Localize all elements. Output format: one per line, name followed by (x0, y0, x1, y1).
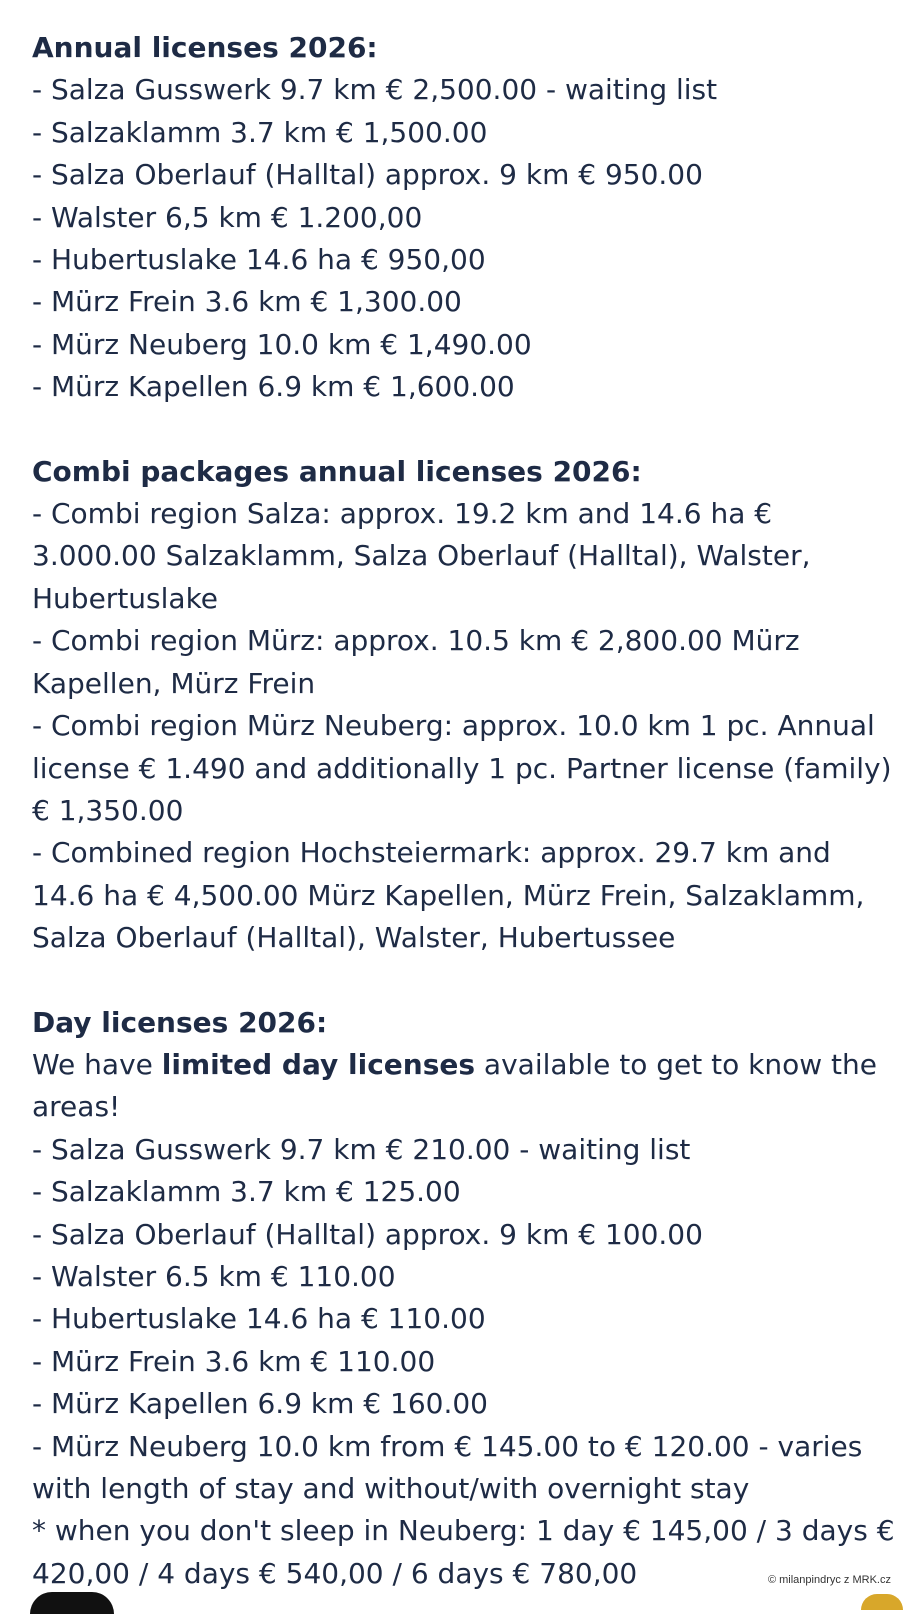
annual-item: - Mürz Kapellen 6.9 km € 1,600.00 (32, 370, 515, 404)
annual-item: - Salza Gusswerk 9.7 km € 2,500.00 - waiting list (32, 73, 718, 107)
intro-highlight: limited day licenses (161, 1047, 476, 1081)
day-licenses-heading: Day licenses 2026: (32, 1005, 328, 1039)
day-licenses-section (32, 1002, 902, 1596)
annual-item: - Salzaklamm 3.7 km € 1,500.00 (32, 115, 488, 149)
license-text (32, 27, 902, 1595)
day-item: - Mürz Kapellen 6.9 km € 160.00 (32, 1387, 488, 1421)
combi-packages-section (32, 451, 902, 960)
combi-item: - Combi region Salza: approx. 19.2 km and 14.6 ha € 3.000.00 Salzaklamm, Salza Oberlauf (Halltal), Walster, Hubertuslake (32, 497, 811, 615)
combi-item: - Combined region Hochsteiermark: approx. 29.7 km and 14.6 ha € 4,500.00 Mürz Kapellen, Mürz Frein, Salzaklamm, Salza Oberlauf (Halltal), Walster, Hubertussee (32, 836, 865, 955)
day-licenses-intro (32, 1044, 902, 1129)
day-note: * when you don't sleep in Neuberg: 1 day € 145,00 / 3 days € 420,00 / 4 days € 540,00 / 6 days € 780,00 (32, 1514, 895, 1590)
day-item: - Walster 6.5 km € 110.00 (32, 1259, 396, 1293)
day-item: - Salza Oberlauf (Halltal) approx. 9 km € 100.00 (32, 1217, 703, 1251)
day-item: - Salza Gusswerk 9.7 km € 210.00 - waiting list (32, 1132, 691, 1166)
intro-text: We have (32, 1047, 162, 1081)
annual-item: - Hubertuslake 14.6 ha € 950,00 (32, 243, 486, 277)
combi-item: - Combi region Mürz Neuberg: approx. 10.0 km 1 pc. Annual license € 1.490 and additionally 1 pc. Partner license (family) € 1,350.00 (32, 709, 892, 827)
watermark: © milanpindryc z MRK.cz (767, 1574, 891, 1586)
annual-item: - Mürz Frein 3.6 km € 1,300.00 (32, 285, 462, 319)
day-item: - Hubertuslake 14.6 ha € 110.00 (32, 1302, 486, 1336)
annual-item: - Walster 6,5 km € 1.200,00 (32, 200, 423, 234)
intro-text: available to get to know the areas! (32, 1047, 877, 1124)
annual-licenses-section (32, 27, 902, 409)
day-item: - Mürz Neuberg 10.0 km from € 145.00 to € 120.00 - varies with length of stay and without/with overnight stay (32, 1429, 863, 1505)
combi-item: - Combi region Mürz: approx. 10.5 km € 2,800.00 Mürz Kapellen, Mürz Frein (32, 624, 800, 700)
annual-item: - Mürz Neuberg 10.0 km € 1,490.00 (32, 327, 532, 361)
combi-packages-heading: Combi packages annual licenses 2026: (32, 454, 642, 488)
day-item: - Mürz Frein 3.6 km € 110.00 (32, 1344, 436, 1378)
annual-licenses-heading: Annual licenses 2026: (32, 31, 378, 64)
floating-badge-edge[interactable] (861, 1594, 903, 1610)
floating-button-edge[interactable] (30, 1592, 114, 1614)
annual-item: - Salza Oberlauf (Halltal) approx. 9 km € 950.00 (32, 158, 703, 192)
day-item: - Salzaklamm 3.7 km € 125.00 (32, 1175, 461, 1209)
